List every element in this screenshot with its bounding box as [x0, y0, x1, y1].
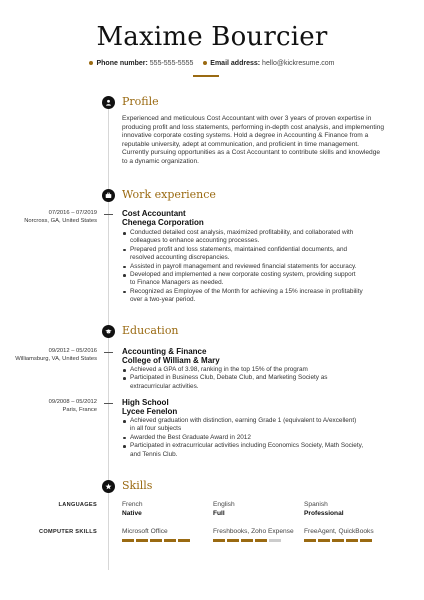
skill-bar-segment — [241, 539, 253, 542]
skill-bar-segment — [164, 539, 176, 542]
resume-name: Maxime Bourcier — [96, 22, 328, 52]
timeline-tick — [104, 214, 113, 215]
skill-bar-segment — [255, 539, 267, 542]
star-icon — [102, 480, 115, 493]
skill-bar-segment — [178, 539, 190, 542]
skill-bar-segment — [332, 539, 344, 542]
edu-degree: High School — [122, 398, 169, 407]
edu-location: Williamsburg, VA, United States — [15, 356, 97, 362]
profile-text — [122, 115, 392, 167]
phone-label: Phone number: — [96, 60, 148, 67]
skills-languages-label: LANGUAGES — [58, 502, 97, 508]
edu-bullets — [130, 366, 388, 391]
profile-line: Currently pursuing opportunities as a Cost Accountant to contribute skills and knowledge — [122, 149, 381, 157]
edu-location: Paris, France — [62, 407, 97, 413]
header-divider — [193, 75, 219, 77]
list-item-cont: in all four subjects — [130, 425, 182, 433]
edu-school: College of William & Mary — [122, 356, 220, 365]
list-item: Achieved graduation with distinction, earning Grade 1 (equivalent to A/excellent) — [130, 417, 388, 425]
skill-bar-segment — [360, 539, 372, 542]
edu-bullets — [130, 417, 388, 459]
list-item-cont: colleagues to enhance accounting processes. — [130, 237, 260, 245]
person-icon — [102, 96, 115, 109]
list-item: Awarded the Best Graduate Award in 2012 — [130, 434, 388, 442]
profile-line: Experienced and meticulous Cost Accountant with over 3 years of proven expertise in — [122, 115, 372, 122]
language-level: Full — [213, 510, 225, 517]
skills-computer-label: COMPUTER SKILLS — [39, 529, 97, 535]
list-item: Recognized as Employee of the Month for achieving a 15% increase in profitability — [130, 288, 388, 296]
list-item-cont: over a two-year period. — [130, 296, 196, 304]
list-item-cont: and Tennis Club. — [130, 450, 178, 458]
briefcase-icon — [102, 189, 115, 202]
list-item-cont: to Finance Managers as needed. — [130, 279, 224, 287]
timeline-tick — [104, 352, 113, 353]
computer-skill-name: Freshbooks, Zoho Expense — [213, 528, 294, 535]
job-bullets — [130, 229, 388, 305]
skill-bar-segment — [122, 539, 134, 542]
profile-line: to a dynamic organization. — [122, 157, 199, 165]
list-item-cont: resolved accounting discrepancies. — [130, 254, 230, 262]
list-item: Developed and implemented a new corporate costing system, providing support — [130, 271, 388, 279]
skill-bar-segment — [304, 539, 316, 542]
job-org: Chenega Corporation — [122, 218, 204, 227]
edu-dates: 09/2008 – 05/2012 — [48, 399, 97, 405]
skill-bar-segment — [136, 539, 148, 542]
computer-skill-name: FreeAgent, QuickBooks — [304, 528, 374, 535]
skill-bar-segment — [318, 539, 330, 542]
section-title-profile: Profile — [122, 95, 159, 108]
skill-level-bar — [122, 539, 190, 542]
language-level: Native — [122, 510, 142, 517]
skill-bar-segment — [269, 539, 281, 542]
language-name: English — [213, 501, 235, 508]
section-title-skills: Skills — [122, 479, 153, 492]
profile-line: reputable university, adept at communication, and proficient in time management. — [122, 140, 360, 148]
edu-school: Lycee Fenelon — [122, 407, 178, 416]
language-name: Spanish — [304, 501, 328, 508]
computer-skill-name: Microsoft Office — [122, 528, 168, 535]
job-dates: 07/2016 – 07/2019 — [48, 210, 97, 216]
skill-bar-segment — [346, 539, 358, 542]
list-item: Prepared profit and loss statements, maintained confidential documents, and — [130, 246, 388, 254]
list-item: Participated in extracurricular activities including Economics Society, Math Society, — [130, 442, 388, 450]
phone-value: 555-555-5555 — [149, 60, 194, 67]
skill-bar-segment — [213, 539, 225, 542]
skill-bar-segment — [150, 539, 162, 542]
job-role: Cost Accountant — [122, 209, 186, 218]
edu-degree: Accounting & Finance — [122, 347, 207, 356]
list-item: Participated in Business Club, Debate Club, and Marketing Society as — [130, 374, 388, 382]
profile-line: producing profit and loss statements, performing in-depth cost analysis, and implementing — [122, 123, 385, 131]
edu-dates: 09/2012 – 05/2016 — [48, 348, 97, 354]
graduation-cap-icon — [102, 325, 115, 338]
skill-level-bar — [304, 539, 372, 542]
bullet-dot-icon — [89, 61, 93, 65]
language-level: Professional — [304, 510, 344, 517]
email-label: Email address: — [210, 60, 261, 67]
contact-line — [0, 60, 424, 67]
job-location: Norcross, GA, United States — [24, 218, 97, 224]
timeline-tick — [104, 403, 113, 404]
skill-bar-segment — [227, 539, 239, 542]
skill-level-bar — [213, 539, 281, 542]
language-name: French — [122, 501, 143, 508]
section-title-work: Work experience — [122, 188, 216, 201]
bullet-dot-icon — [203, 61, 207, 65]
email-value[interactable]: hello@kickresume.com — [262, 60, 335, 67]
section-title-education: Education — [122, 324, 179, 337]
list-item-cont: extracurricular activities. — [130, 382, 199, 390]
list-item: Achieved a GPA of 3.98, ranking in the top 15% of the program — [130, 366, 388, 374]
list-item: Assisted in payroll management and reviewed financial statements for accuracy. — [130, 263, 388, 271]
profile-line: innovative corporate costing systems. Hold a degree in Accounting & Finance from a — [122, 132, 369, 140]
list-item: Conducted detailed cost analysis, maximized profitability, and collaborated with — [130, 229, 388, 237]
